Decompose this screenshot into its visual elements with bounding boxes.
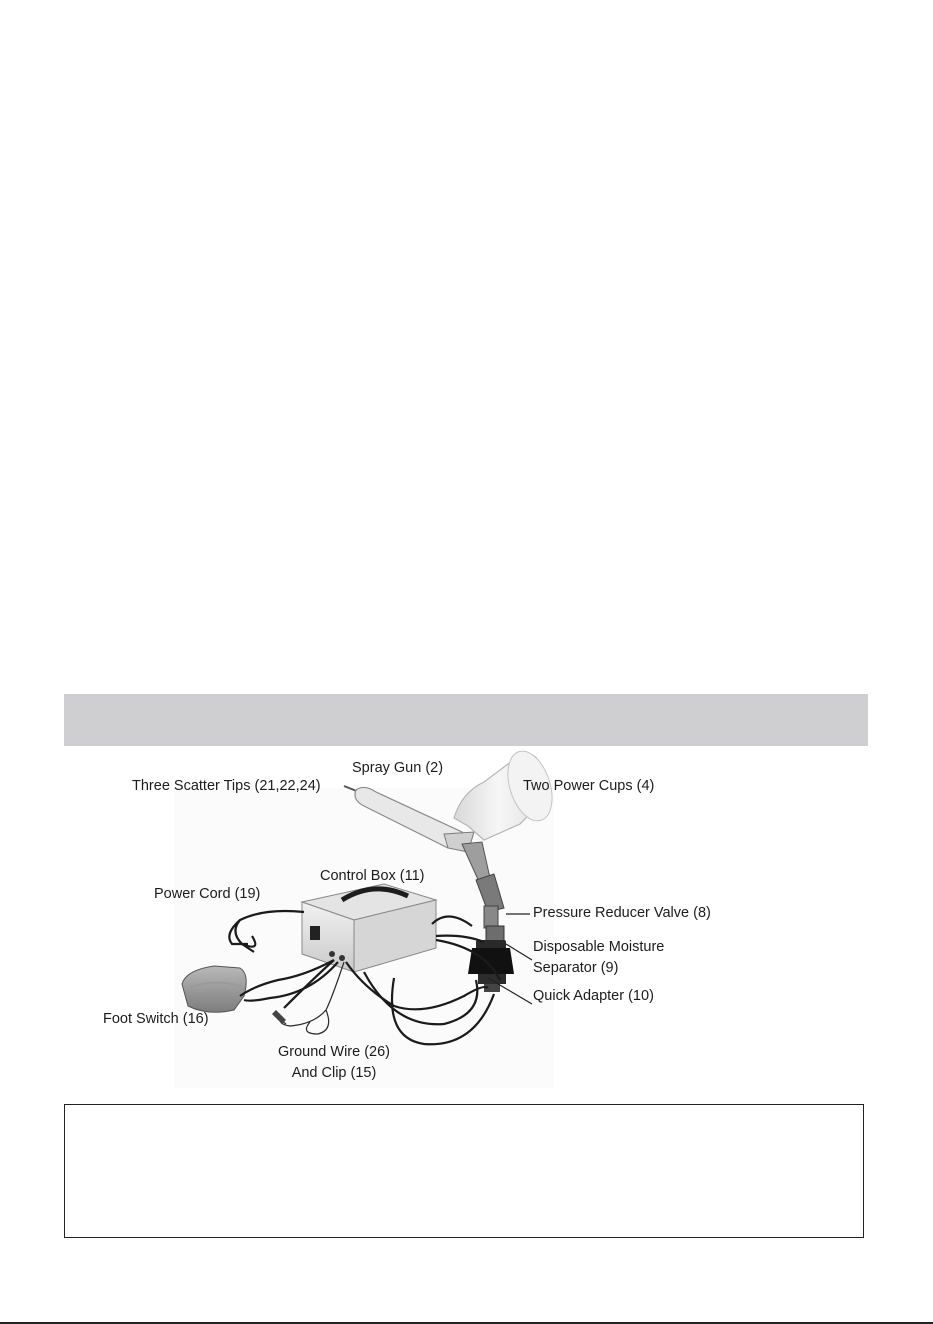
label-ground-wire-1: Ground Wire (26) bbox=[277, 1044, 390, 1060]
section-header-bar bbox=[64, 694, 868, 746]
label-foot-switch: Foot Switch (16) bbox=[103, 1011, 209, 1027]
foot-switch-icon bbox=[182, 966, 246, 1012]
label-pressure-valve: Pressure Reducer Valve (8) bbox=[533, 905, 711, 921]
label-moisture-separator-1: Disposable Moisture bbox=[533, 939, 665, 955]
label-scatter-tips: Three Scatter Tips (21,22,24) bbox=[132, 778, 321, 794]
note-box bbox=[64, 1104, 864, 1238]
product-parts-figure bbox=[64, 748, 868, 1098]
label-moisture-separator-2: Separator (9) bbox=[533, 960, 619, 976]
label-power-cord: Power Cord (19) bbox=[154, 886, 261, 902]
label-ground-wire-2: And Clip (15) bbox=[291, 1065, 377, 1081]
label-quick-adapter: Quick Adapter (10) bbox=[533, 988, 654, 1004]
label-spray-gun: Spray Gun (2) bbox=[352, 760, 444, 776]
label-control-box: Control Box (11) bbox=[320, 868, 425, 884]
product-photo-illustration bbox=[64, 748, 868, 1098]
label-power-cups: Two Power Cups (4) bbox=[523, 778, 655, 794]
